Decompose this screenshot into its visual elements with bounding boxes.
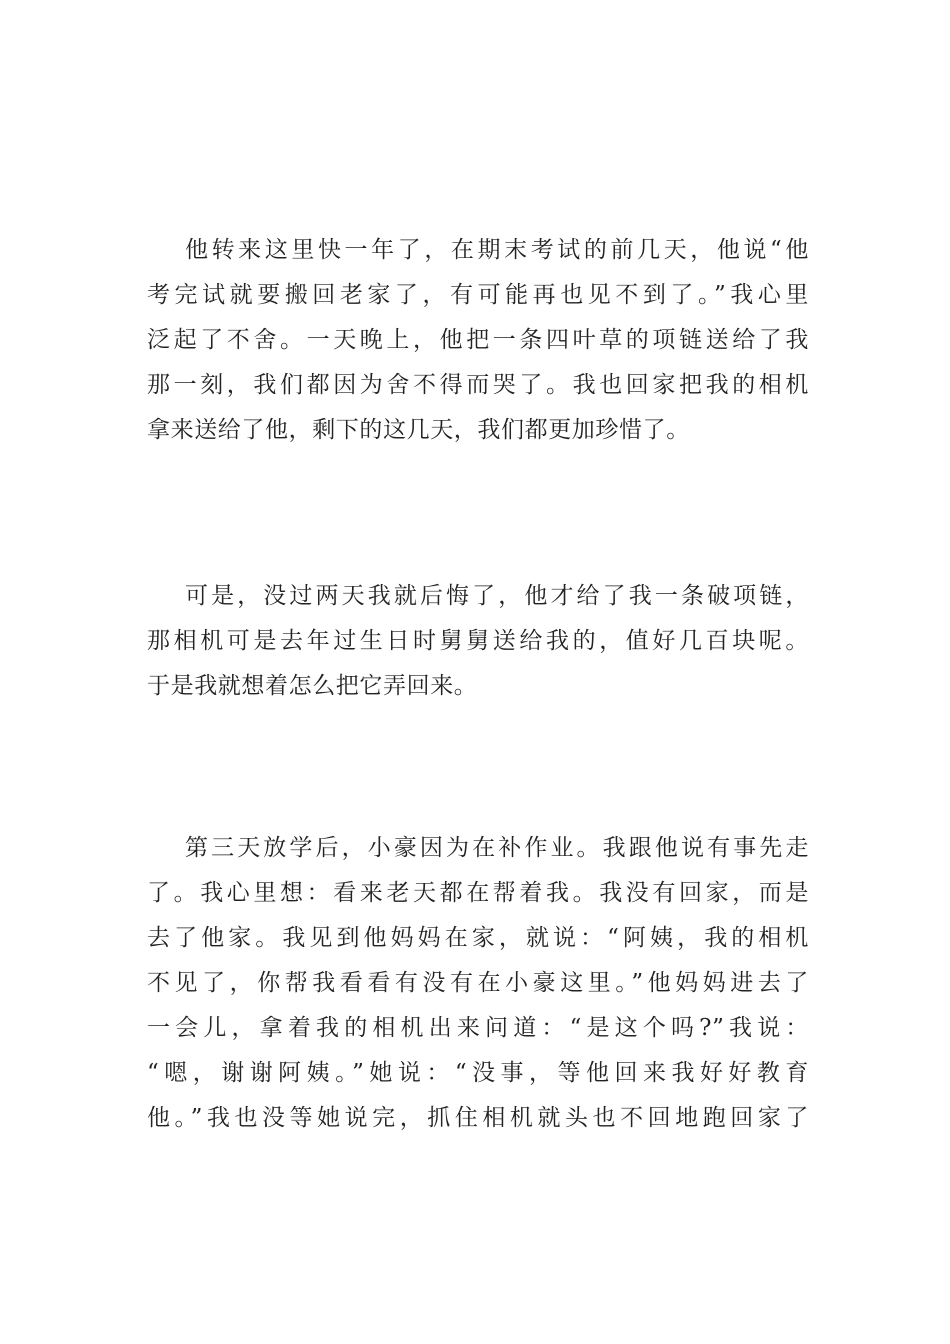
text-line: 他。”我也没等她说完，抓住相机就头也不回地跑回家了: [147, 1105, 809, 1131]
text-line: 可是，没过两天我就后悔了，他才给了我一条破项链，: [185, 583, 809, 609]
text-line: 不见了，你帮我看看有没有在小豪这里。”他妈妈进去了: [147, 970, 809, 996]
paragraph: [147, 228, 809, 453]
text-line: 泛起了不舍。一天晚上，他把一条四叶草的项链送给了我: [147, 327, 809, 353]
text-line: 他转来这里快一年了，在期末考试的前几天，他说“他: [185, 237, 809, 263]
text-line: 考完试就要搬回老家了，有可能再也见不到了。”我心里: [147, 282, 809, 308]
text-line: 一会儿，拿着我的相机出来问道：“是这个吗?”我说：: [147, 1015, 809, 1041]
paragraph: [147, 826, 809, 1141]
paragraph: [147, 574, 809, 709]
text-line: 于是我就想着怎么把它弄回来。: [147, 673, 478, 699]
text-line: 那一刻，我们都因为舍不得而哭了。我也回家把我的相机: [147, 372, 809, 398]
text-line: 第三天放学后，小豪因为在补作业。我跟他说有事先走: [185, 835, 809, 861]
text-line: 那相机可是去年过生日时舅舅送给我的，值好几百块呢。: [147, 628, 809, 654]
text-line: 去了他家。我见到他妈妈在家，就说：“阿姨，我的相机: [147, 925, 809, 951]
text-line: “嗯，谢谢阿姨。”她说：“没事，等他回来我好好教育: [147, 1060, 809, 1086]
text-line: 了。我心里想：看来老天都在帮着我。我没有回家，而是: [147, 880, 809, 906]
text-line: 拿来送给了他，剩下的这几天，我们都更加珍惜了。: [147, 417, 690, 443]
